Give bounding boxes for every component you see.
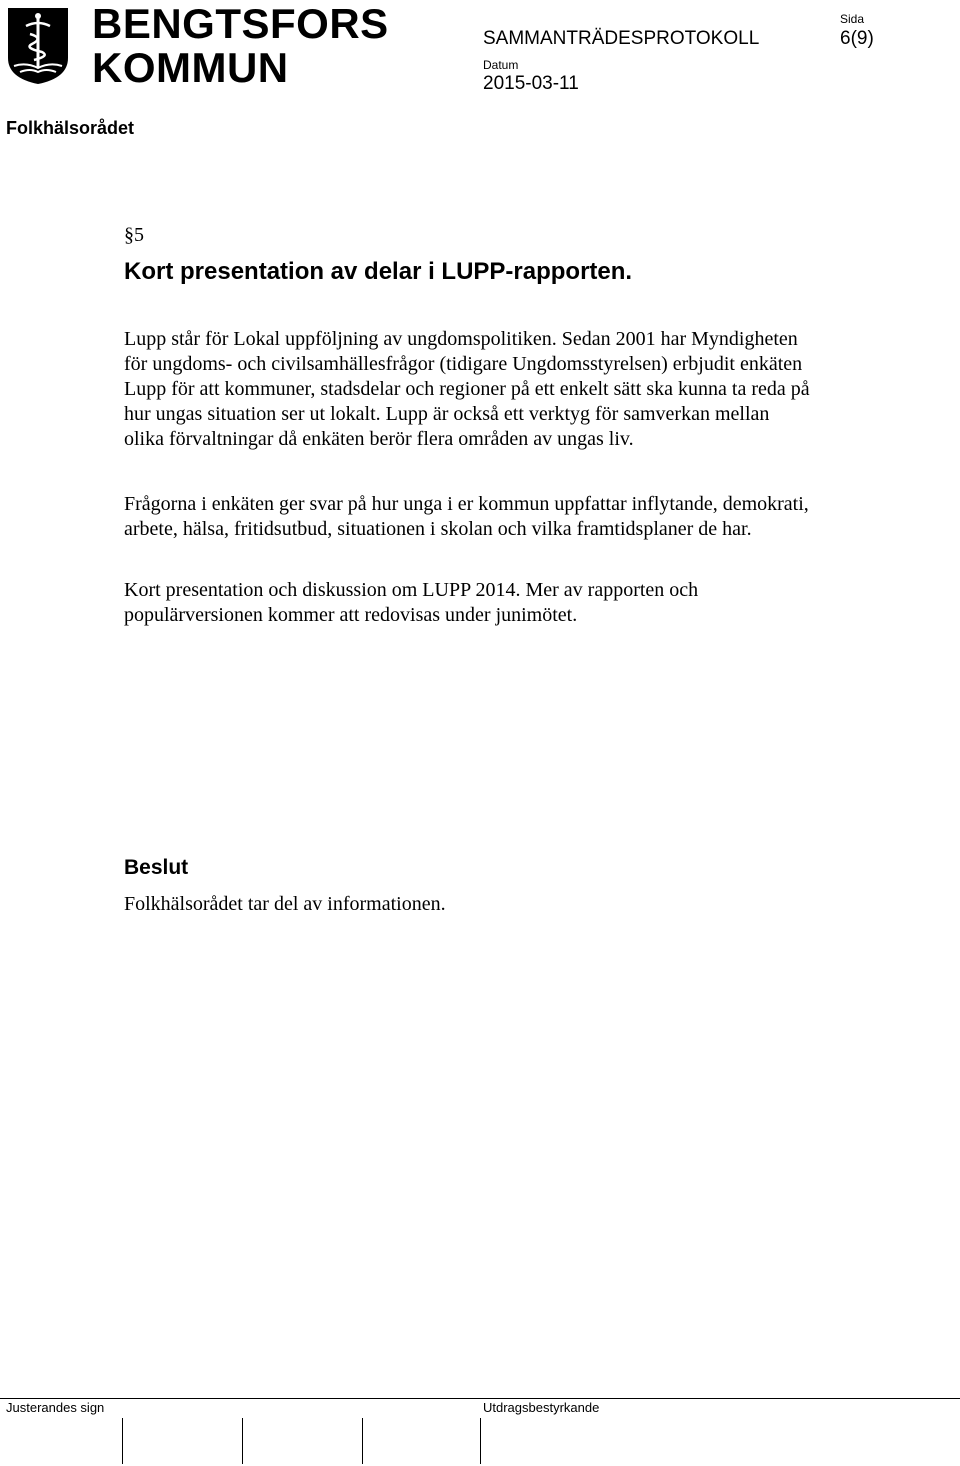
section-number: §5 <box>124 224 144 246</box>
meeting-date: 2015-03-11 <box>483 73 579 94</box>
paragraph-lupp-intro: Lupp står för Lokal uppföljning av ungdomspolitiken. Sedan 2001 har Myndigheten för ungdoms- och civilsamhällesfrågor (tidigare Ungdomsstyrelsen) erbjudit enkäten Lupp för att kommuner, stadsdelar och regioner på ett enkelt sätt ska kunna ta reda på hur ungas situation ser ut lokalt. Lupp är också ett verktyg för samverkan mellan olika förvaltningar då enkäten berör flera områden av ungas liv. <box>124 328 810 450</box>
decision-text: Folkhälsorådet tar del av informationen. <box>124 893 446 915</box>
extract-certification-label: Utdragsbestyrkande <box>483 1400 600 1415</box>
section-heading: Kort presentation av delar i LUPP-rapporten. <box>124 258 633 285</box>
signature-label: Justerandes sign <box>6 1400 105 1415</box>
signature-box-divider <box>122 1418 123 1464</box>
page-number: 6(9) <box>840 28 874 49</box>
date-label: Datum <box>483 58 519 72</box>
organization-name-line1: BENGTSFORS <box>92 0 389 47</box>
paragraph-presentation: Kort presentation och diskussion om LUPP 2014. Mer av rapporten och populärversionen kommer att redovisas under junimötet. <box>124 579 699 626</box>
municipality-emblem-icon <box>6 6 70 86</box>
paragraph-survey-questions: Frågorna i enkäten ger svar på hur unga i er kommun uppfattar inflytande, demokrati, arbete, hälsa, fritidsutbud, situationen i skolan och vilka framtidsplaner de har. <box>124 493 809 540</box>
organization-name-line2: KOMMUN <box>92 44 289 91</box>
signature-box-divider <box>242 1418 243 1464</box>
page-label: Sida <box>840 12 865 26</box>
signature-box-divider <box>480 1418 481 1464</box>
organization-name <box>92 2 389 90</box>
document-title: SAMMANTRÄDESPROTOKOLL <box>483 28 760 49</box>
decision-heading: Beslut <box>124 856 189 879</box>
footer-divider <box>0 1398 960 1399</box>
signature-box-divider <box>362 1418 363 1464</box>
committee-name: Folkhälsorådet <box>6 118 135 138</box>
